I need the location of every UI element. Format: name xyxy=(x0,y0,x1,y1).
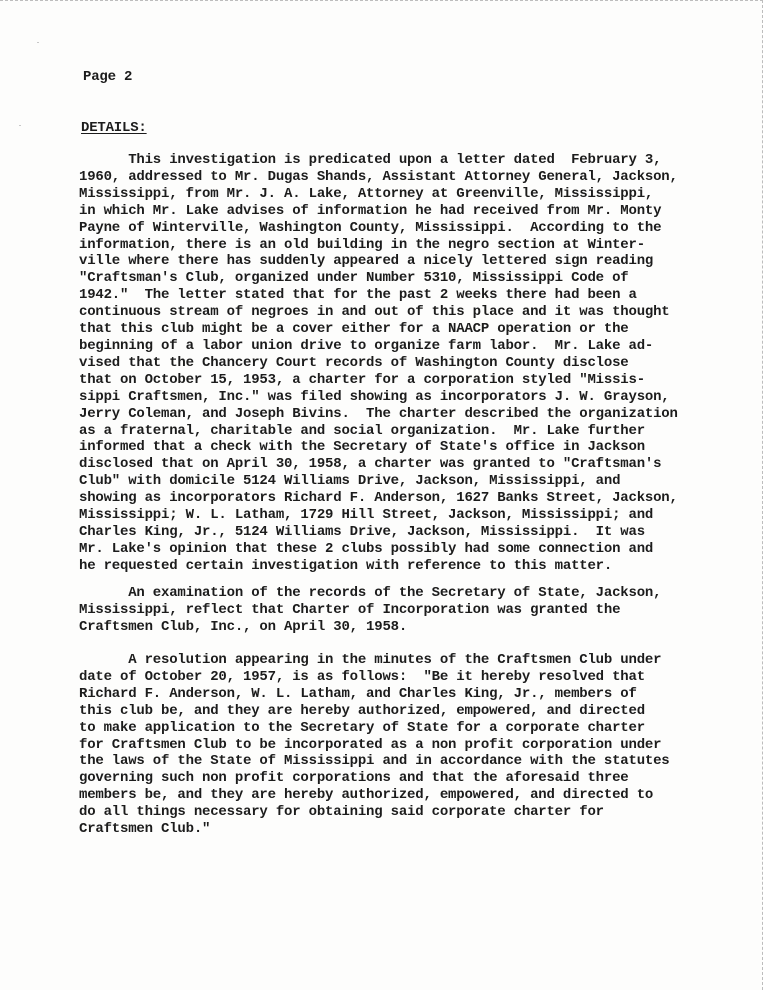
paragraph-resolution xyxy=(79,652,670,838)
text-line: Mr. Lake's opinion that these 2 clubs possibly had some connection and xyxy=(79,540,654,557)
page-top-edge xyxy=(0,0,763,1)
text-line: beginning of a labor union drive to organize farm labor. Mr. Lake ad- xyxy=(79,337,654,354)
text-line: Craftsmen Club, Inc., on April 30, 1958. xyxy=(79,618,408,635)
text-line: A resolution appearing in the minutes of the Craftsmen Club under xyxy=(79,652,662,668)
text-line: as a fraternal, charitable and social organization. Mr. Lake further xyxy=(79,422,645,439)
text-line: informed that a check with the Secretary of State's office in Jackson xyxy=(79,439,645,456)
text-line: date of October 20, 1957, is as follows: "Be it hereby resolved that xyxy=(79,668,645,685)
text-line: do all things necessary for obtaining said corporate charter for xyxy=(79,804,604,821)
scan-speck xyxy=(19,125,21,126)
text-line: to make application to the Secretary of State for a corporate charter xyxy=(79,719,645,736)
text-line: 1942." The letter stated that for the past 2 weeks there had been a xyxy=(79,287,637,304)
text-line: Richard F. Anderson, W. L. Latham, and Charles King, Jr., members of xyxy=(79,685,637,702)
text-line: Mississippi, from Mr. J. A. Lake, Attorney at Greenville, Mississippi, xyxy=(79,185,654,202)
text-line: Jerry Coleman, and Joseph Bivins. The charter described the organization xyxy=(79,405,678,422)
text-line: ville where there has suddenly appeared a nicely lettered sign reading xyxy=(79,253,654,270)
text-line: vised that the Chancery Court records of Washington County disclose xyxy=(79,354,629,371)
page-number: Page 2 xyxy=(83,69,133,85)
text-line: This investigation is predicated upon a letter dated February 3, xyxy=(79,152,662,168)
text-line: this club be, and they are hereby authorized, empowered, and directed xyxy=(79,702,645,719)
text-line: information, there is an old building in the negro section at Winter- xyxy=(79,236,645,253)
text-line: showing as incorporators Richard F. Anderson, 1627 Banks Street, Jackson, xyxy=(79,490,678,507)
paragraph-examination xyxy=(79,585,661,636)
text-line: Craftsmen Club." xyxy=(79,821,211,838)
text-line: the laws of the State of Mississippi and in accordance with the statutes xyxy=(79,753,670,770)
text-line: Mississippi; W. L. Latham, 1729 Hill Street, Jackson, Mississippi; and xyxy=(79,507,654,524)
text-line: he requested certain investigation with reference to this matter. xyxy=(79,557,613,574)
scan-speck xyxy=(37,42,39,43)
text-line: 1960, addressed to Mr. Dugas Shands, Assistant Attorney General, Jackson, xyxy=(79,168,678,185)
text-line: An examination of the records of the Secretary of State, Jackson, xyxy=(79,585,662,601)
text-line: Payne of Winterville, Washington County, Mississippi. According to the xyxy=(79,219,662,236)
text-line: members be, and they are hereby authorized, empowered, and directed to xyxy=(79,787,654,804)
paragraph-investigation xyxy=(79,152,678,575)
text-line: disclosed that on April 30, 1958, a charter was granted to "Craftsman's xyxy=(79,456,662,473)
text-line: continuous stream of negroes in and out of this place and it was thought xyxy=(79,304,670,321)
section-heading: DETAILS: xyxy=(81,120,147,136)
text-line: Charles King, Jr., 5124 Williams Drive, Jackson, Mississippi. It was xyxy=(79,523,645,540)
text-line: "Craftsman's Club, organized under Number 5310, Mississippi Code of xyxy=(79,270,629,287)
text-line: Club" with domicile 5124 Williams Drive, Jackson, Mississippi, and xyxy=(79,473,621,490)
text-line: that on October 15, 1953, a charter for a corporation styled "Missis- xyxy=(79,371,645,388)
text-line: that this club might be a cover either for a NAACP operation or the xyxy=(79,321,629,338)
text-line: for Craftsmen Club to be incorporated as a non profit corporation under xyxy=(79,736,662,753)
text-line: in which Mr. Lake advises of information he had received from Mr. Monty xyxy=(79,202,662,219)
text-line: governing such non profit corporations and that the aforesaid three xyxy=(79,770,629,787)
text-line: sippi Craftsmen, Inc." was filed showing as incorporators J. W. Grayson, xyxy=(79,388,670,405)
text-line: Mississippi, reflect that Charter of Incorporation was granted the xyxy=(79,601,621,618)
